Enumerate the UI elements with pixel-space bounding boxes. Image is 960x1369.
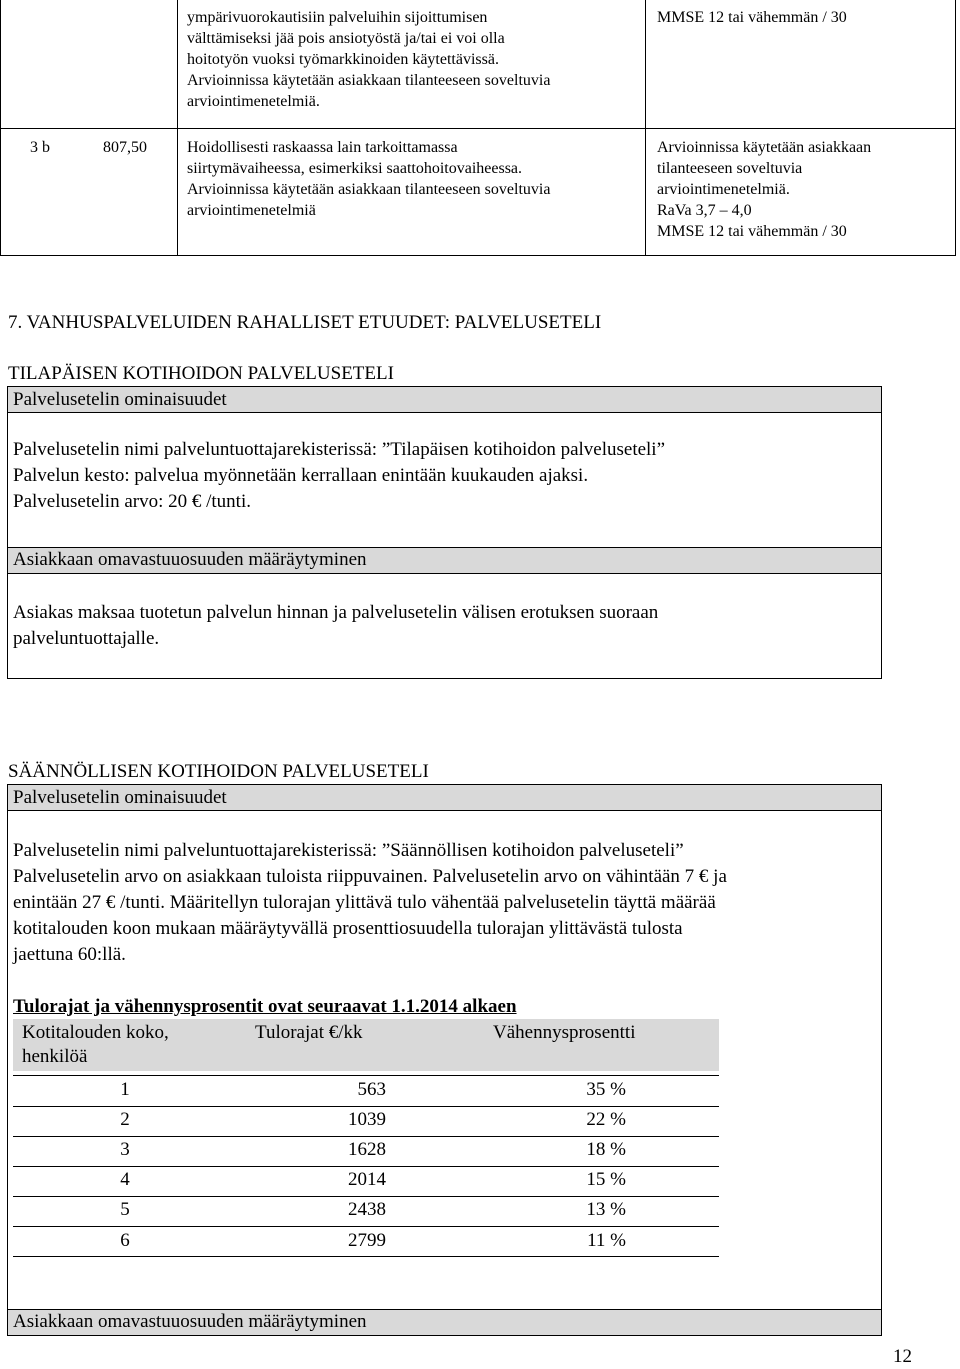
row-b-description: Hoidollisesti raskaassa lain tarkoittamassa siirtymävaiheessa, esimerkiksi saattohoitovaiheessa. Arvioinnissa käytetään asiakkaan tilanteeseen soveltuvia arviointimenetelmiä [187, 139, 551, 219]
regular-props-title: Palvelusetelin ominaisuudet [13, 787, 227, 808]
income-table-header-limit: Tulorajat €/kk [255, 1022, 363, 1043]
reduction-percent: 35 % [586, 1079, 626, 1100]
household-size: 1 [120, 1079, 130, 1100]
income-table-title: Tulorajat ja vähennysprosentit ovat seuraavat 1.1.2014 alkaen [13, 996, 517, 1017]
household-size: 3 [120, 1139, 130, 1160]
reduction-percent: 11 % [587, 1230, 626, 1251]
regular-props-text: Palvelusetelin nimi palveluntuottajarekisterissä: ”Säännöllisen kotihoidon palveluseteli” Palvelusetelin arvo on asiakkaan tuloista riippuvainen. Palvelusetelin arvo on vähintään 7 € ja enintään 27 € /tunti. Määritellyn tulorajan ylittävä tulo vähentää palvelusetelin täyttä määrää kotitalouden koon mukaan määräytyvällä prosenttiosuudella tulorajan ylittävästä tulosta jaettuna 60:llä. [13, 840, 727, 965]
regular-voucher-title: SÄÄNNÖLLISEN KOTIHOIDON PALVELUSETELI [8, 761, 429, 782]
household-size: 6 [120, 1230, 130, 1251]
income-limit: 2438 [348, 1199, 386, 1220]
temporary-props-title: Palvelusetelin ominaisuudet [13, 389, 227, 410]
section-7-heading: 7. VANHUSPALVELUIDEN RAHALLISET ETUUDET: PALVELUSETELI [8, 312, 602, 333]
row-b-class: 3 b [30, 139, 50, 156]
household-size: 4 [120, 1169, 130, 1190]
income-table-header-size: Kotitalouden koko, henkilöä [22, 1022, 169, 1067]
income-limit: 1628 [348, 1139, 386, 1160]
row-a-criteria: MMSE 12 tai vähemmän / 30 [657, 9, 847, 26]
reduction-percent: 18 % [586, 1139, 626, 1160]
reduction-percent: 22 % [586, 1109, 626, 1130]
temporary-copay-title: Asiakkaan omavastuuosuuden määräytyminen [13, 549, 367, 570]
page-number: 12 [893, 1346, 912, 1367]
temporary-copay-text: Asiakas maksaa tuotetun palvelun hinnan ja palvelusetelin välisen erotuksen suoraan palveluntuottajalle. [13, 602, 659, 649]
reduction-percent: 15 % [586, 1169, 626, 1190]
income-table-header-percent: Vähennysprosentti [493, 1022, 636, 1043]
row-b-criteria: Arvioinnissa käytetään asiakkaan tilanteeseen soveltuvia arviointimenetelmiä. RaVa 3,7 – 4,0 MMSE 12 tai vähemmän / 30 [657, 139, 872, 240]
income-limit: 2799 [348, 1230, 386, 1251]
income-limit: 1039 [348, 1109, 386, 1130]
temporary-props-text: Palvelusetelin nimi palveluntuottajarekisterissä: ”Tilapäisen kotihoidon palveluseteli” Palvelun kesto: palvelua myönnetään kerrallaan enintään kuukauden ajaksi. Palvelusetelin arvo: 20 € /tunti. [13, 439, 666, 512]
household-size: 2 [120, 1109, 130, 1130]
household-size: 5 [120, 1199, 130, 1220]
regular-copay-title: Asiakkaan omavastuuosuuden määräytyminen [13, 1311, 367, 1332]
temporary-voucher-title: TILAPÄISEN KOTIHOIDON PALVELUSETELI [8, 363, 394, 384]
income-limit: 2014 [348, 1169, 386, 1190]
row-b-amount: 807,50 [103, 139, 147, 156]
reduction-percent: 13 % [586, 1199, 626, 1220]
row-a-description: ympärivuorokautisiin palveluihin sijoittumisen välttämiseksi jää pois ansiotyöstä ja/tai ei voi olla hoitotyön vuoksi työmarkkinoiden käytettävissä. Arvioinnissa käytetään asiakkaan tilanteeseen soveltuvia arviointimenetelmiä. [187, 9, 551, 110]
income-limit: 563 [357, 1079, 386, 1100]
